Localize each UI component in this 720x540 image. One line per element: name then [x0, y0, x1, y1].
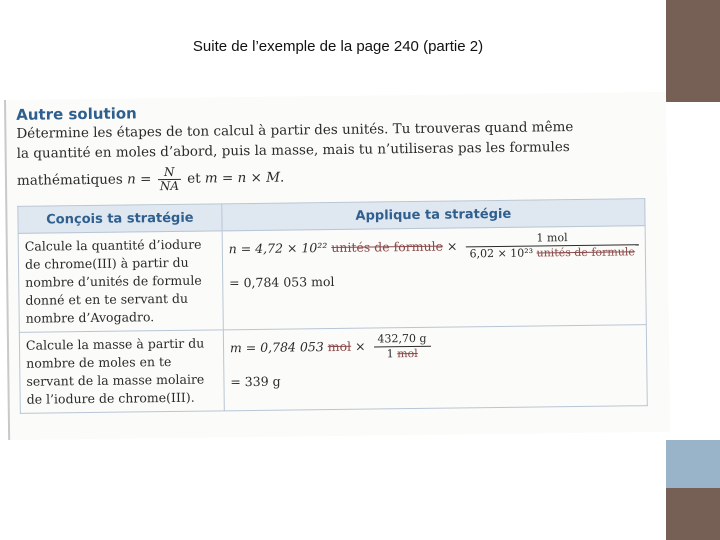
formula-n-lhs: n =: [126, 171, 152, 188]
calculation-line: [229, 230, 639, 264]
strategy-cell: Calcule la masse à partir du nombre de moles en te servant de la masse molaire de l’iodure de chrome(III).: [19, 330, 224, 413]
scanned-textbook-excerpt: [4, 92, 670, 440]
fraction-denominator: [465, 245, 639, 261]
calc-times: ×: [446, 238, 458, 254]
denominator-value: 6,02 × 10²³: [469, 246, 534, 261]
decorative-bar-bottom: [666, 488, 720, 540]
solution-line-3: [17, 165, 285, 195]
table-row: [18, 226, 646, 333]
formula-n-fraction: [158, 166, 182, 193]
decorative-bar-middle: [666, 440, 720, 488]
header-design-strategy: Conçois ta stratégie: [18, 204, 222, 233]
calculation-cell: [222, 226, 646, 330]
formula-n-denominator: NA: [159, 178, 180, 194]
solution-line-1: Détermine les étapes de ton calcul à partir des unités. Tu trouveras quand même: [16, 119, 574, 142]
calculation-cell: [223, 325, 647, 411]
cancelled-units: mol: [327, 338, 352, 355]
formula-connector: et: [187, 170, 201, 187]
calc-prefix: m = 0,784 053: [229, 339, 324, 356]
fraction-numerator: 432,70 g: [373, 332, 430, 348]
strategy-cell: Calcule la quantité d’iodure de chrome(III) à partir du nombre d’unités de formule donné et en te servant du nombre d’Avogadro.: [18, 231, 223, 332]
solution-line-2: la quantité en moles d’abord, puis la masse, mais tu n’utiliseras pas les formules: [16, 139, 570, 162]
denominator-value: 1: [386, 347, 394, 361]
header-apply-strategy: Applique ta stratégie: [222, 199, 645, 231]
fraction-numerator: 1 mol: [465, 230, 639, 247]
scan-left-edge: [4, 100, 10, 440]
formula-m: m = n × M.: [204, 169, 285, 187]
denominator-units: mol: [397, 346, 418, 361]
solution-heading: Autre solution: [16, 104, 137, 124]
table-row: [19, 325, 647, 414]
calc-prefix: n = 4,72 × 10²²: [228, 240, 328, 257]
strategy-table: [17, 198, 647, 414]
conversion-fraction: [373, 332, 430, 362]
cancelled-units: unités de formule: [331, 238, 444, 256]
formula-n-numerator: N: [158, 166, 181, 180]
slide-title: Suite de l’exemple de la page 240 (partie 2): [192, 38, 484, 55]
conversion-fraction: [465, 230, 639, 261]
calc-times: ×: [355, 338, 366, 354]
fraction-denominator: [374, 347, 431, 362]
line3-prefix: mathématiques: [16, 171, 123, 189]
calculation-result: = 0,784 053 mol: [229, 273, 335, 291]
calculation-result: = 339 g: [230, 373, 281, 390]
denominator-units: unités de formule: [536, 245, 635, 260]
